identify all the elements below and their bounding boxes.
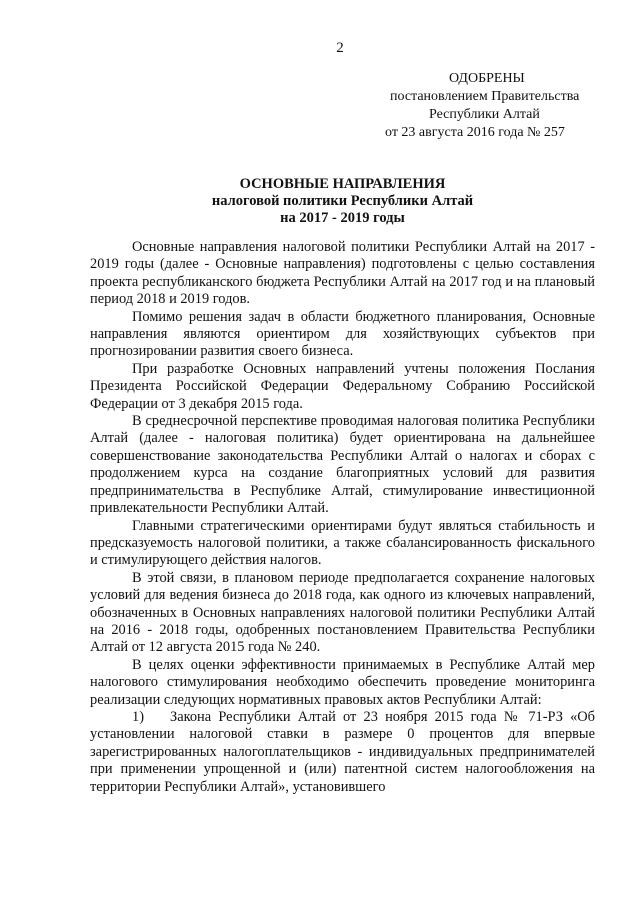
paragraph: При разработке Основных направлений учтены положения Послания Президента Российской Федерации Федеральному Собранию Российской Федерации от 3 декабря 2015 года.	[90, 360, 595, 412]
paragraph: Помимо решения задач в области бюджетного планирования, Основные направления являются ориентиром для хозяйствующих субъектов при прогнозировании развития своего бизнеса.	[90, 308, 595, 360]
list-item	[90, 709, 595, 796]
title-line-3: на 2017 - 2019 годы	[280, 210, 405, 226]
paragraph: В среднесрочной перспективе проводимая налоговая политика Республики Алтай (далее - налоговая политика) будет ориентирована на дальнейшее совершенствование законодательства Республики Алтай о налогах и сборах с продолжением курса на создание благоприятных условий для развития предпринимательства в Республике Алтай, стимулирование инвестиционной привлекательности Республики Алтай.	[90, 413, 595, 517]
approval-stamp	[385, 70, 600, 142]
document-title	[90, 176, 595, 227]
paragraph: Главными стратегическими ориентирами будут являться стабильность и предсказуемость налоговой политики, а также сбалансированность фискального и стимулирующего действия налогов.	[90, 517, 595, 569]
page-number: 2	[336, 40, 344, 56]
approval-heading: ОДОБРЕНЫ	[449, 71, 525, 86]
paragraph: В целях оценки эффективности принимаемых в Республике Алтай мер налогового стимулирования необходимо обеспечить проведение мониторинга реализации следующих нормативных правовых актов Республики Алтай:	[90, 656, 595, 708]
approval-decree: постановлением Правительства	[390, 89, 580, 104]
document-body	[90, 239, 595, 796]
list-item-number: 1)	[132, 708, 144, 725]
title-line-1: ОСНОВНЫЕ НАПРАВЛЕНИЯ	[239, 176, 446, 192]
title-line-2: налоговой политики Республики Алтай	[211, 193, 474, 209]
approval-government: Республики Алтай	[429, 107, 540, 122]
paragraph: В этой связи, в плановом периоде предполагается сохранение налоговых условий для ведения бизнеса до 2018 года, как одного из ключевых направлений, обозначенных в Основных направлениях налоговой политики Республики Алтай на 2016 - 2018 годы, одобренных постановлением Правительства Республики Алтай от 12 августа 2015 года № 240.	[90, 569, 595, 656]
list-item-text: Закона Республики Алтай от 23 ноября 2015 года № 71-РЗ «Об установлении налоговой ставки в размере 0 процентов для впервые зарегистрированных налогоплательщиков - индивидуальных предпринимателей при применении упрощенной и (или) патентной систем налогообложения на территории Республики Алтай», установившего	[90, 708, 595, 795]
paragraph: Основные направления налоговой политики Республики Алтай на 2017 - 2019 годы (далее - Основные направления) подготовлены с целью составления проекта республиканского бюджета Республики Алтай на 2017 год и на плановый период 2018 и 2019 годов.	[90, 239, 595, 308]
approval-date: от 23 августа 2016 года № 257	[385, 125, 565, 140]
